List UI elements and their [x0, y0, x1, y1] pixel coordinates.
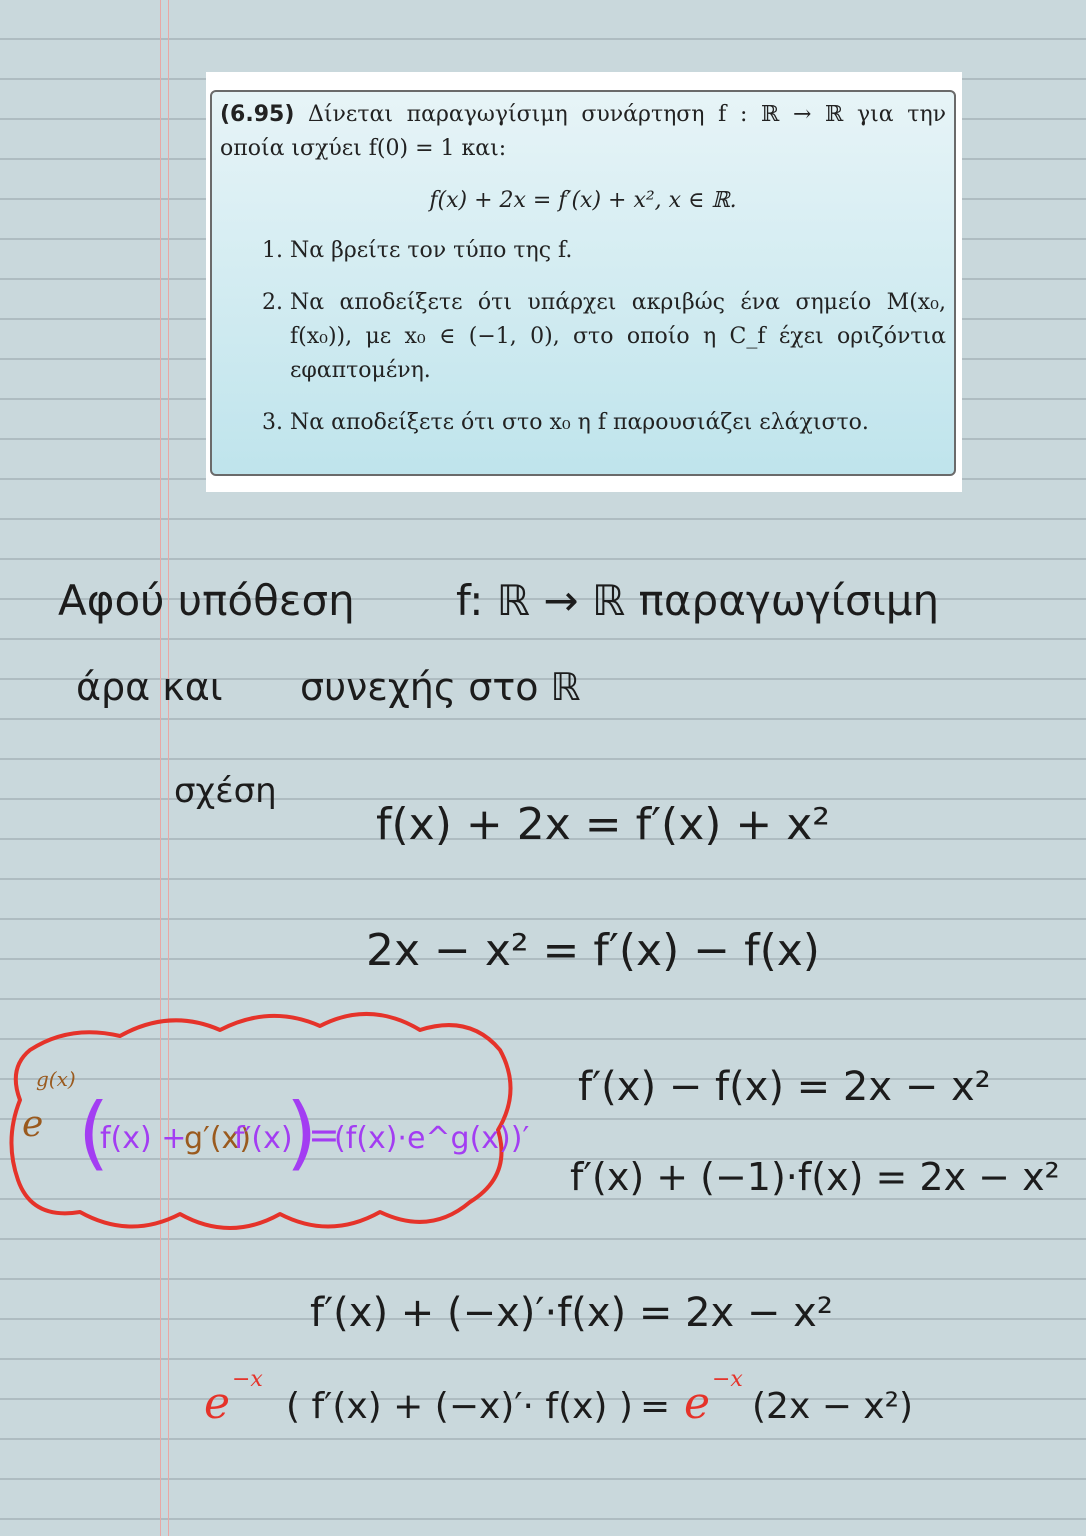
rule-open-paren: (: [78, 1086, 110, 1179]
note-eq-5: f′(x) + (−x)′·f(x) = 2x − x²: [310, 1290, 833, 1336]
final-rhs: (2x − x²): [752, 1386, 914, 1427]
problem-item-1: 1. Να βρείτε τον τύπο της f.: [290, 234, 946, 268]
final-eq-sign: =: [640, 1386, 671, 1427]
problem-item-3: 3. Να αποδείξετε ότι στο x₀ η f παρουσιάζει ελάχιστο.: [290, 406, 946, 440]
note-line-1: Αφού υπόθεση: [58, 576, 355, 625]
note-line-2: άρα και: [76, 665, 223, 709]
problem-item-2: 2. Να αποδείξετε ότι υπάρχει ακριβώς ένα σημείο M(x₀, f(x₀)), με x₀ ∈ (−1, 0), στο οποίο η C_f έχει οριζόντια εφαπτομένη.: [290, 286, 946, 388]
note-line-3: σχέση: [174, 771, 277, 811]
note-eq-3: f′(x) − f(x) = 2x − x²: [578, 1064, 991, 1110]
note-eq-2: 2x − x² = f′(x) − f(x): [366, 925, 820, 976]
rule-eq-sign: =: [308, 1113, 340, 1157]
note-eq-4: f′(x) + (−1)·f(x) = 2x − x²: [570, 1155, 1060, 1199]
final-e-left: e: [204, 1378, 231, 1429]
note-line-1b: f: ℝ → ℝ παραγωγίσιμη: [456, 576, 940, 625]
note-eq-1: f(x) + 2x = f′(x) + x²: [376, 799, 830, 850]
rule-rhs: (f(x)·e^g(x))′: [334, 1121, 530, 1156]
problem-number: (6.95): [220, 102, 295, 127]
rule-exp: g(x): [36, 1067, 76, 1091]
rule-g-part: g′(x): [184, 1121, 252, 1156]
rule-f-part: f(x) +: [100, 1121, 187, 1156]
final-exp-left: −x: [232, 1367, 263, 1392]
rule-fp-part: f′(x): [234, 1121, 293, 1156]
rule-e: e: [22, 1104, 44, 1145]
note-line-2b: συνεχής στο ℝ: [300, 665, 581, 709]
final-e-right: e: [684, 1378, 711, 1429]
problem-equation: f(x) + 2x = f′(x) + x², x ∈ ℝ.: [429, 188, 737, 213]
rule-close-paren: ): [286, 1086, 318, 1179]
final-lhs: ( f′(x) + (−x)′· f(x) ): [286, 1386, 633, 1427]
problem-intro-text: Δίνεται παραγωγίσιμη συνάρτηση f : ℝ → ℝ για την οποία ισχύει f(0) = 1 και:: [220, 102, 946, 161]
final-exp-right: −x: [712, 1367, 743, 1392]
